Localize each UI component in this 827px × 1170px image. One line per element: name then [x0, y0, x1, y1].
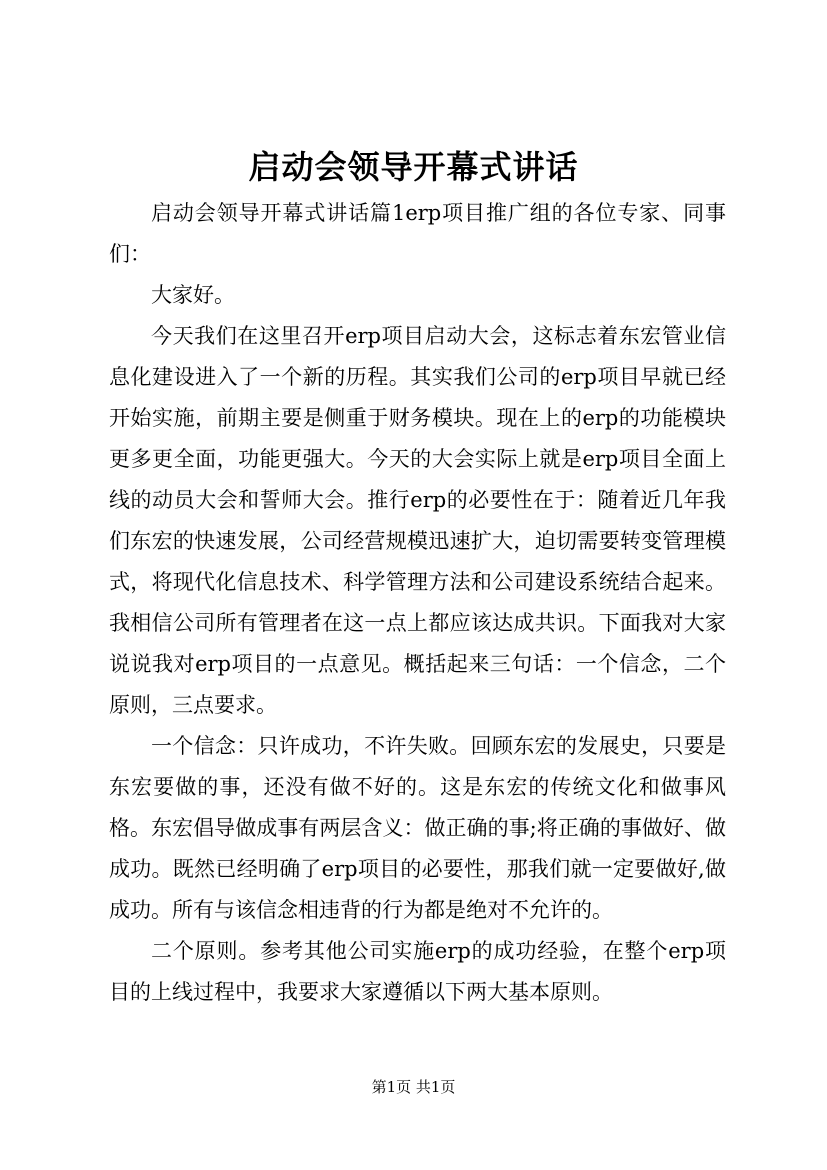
page-number-footer: 第1页 共1页 — [371, 1078, 456, 1096]
paragraph-opening: 启动会领导开幕式讲话篇1erp项目推广组的各位专家、同事们： — [109, 201, 726, 266]
paragraph-two-principles: 二个原则。参考其他公司实施erp的成功经验，在整个erp项目的上线过程中，我要求大家遵循以下两大基本原则。 — [109, 939, 726, 1004]
paragraph-erp-launch: 今天我们在这里召开erp项目启动大会，这标志着东宏管业信息化建设进入了一个新的历程。其实我们公司的erp项目早就已经开始实施，前期主要是侧重于财务模块。现在上的erp的功能模块更多更全面，功能更强大。今天的大会实际上就是erp项目全面上线的动员大会和誓师大会。推行erp的必要性在于：随着近几年我们东宏的快速发展，公司经营规模迅速扩大，迫切需要转变管理模式，将现代化信息技术、科学管理方法和公司建设系统结合起来。我相信公司所有管理者在这一点上都应该达成共识。下面我对大家说说我对erp项目的一点意见。概括起来三句话：一个信念，二个原则，三点要求。 — [109, 324, 726, 717]
paragraph-greeting: 大家好。 — [151, 283, 235, 307]
paragraph-one-belief: 一个信念：只许成功，不许失败。回顾东宏的发展史，只要是东宏要做的事，还没有做不好的。这是东宏的传统文化和做事风格。东宏倡导做成事有两层含义：做正确的事;将正确的事做好、做成功。既然已经明确了erp项目的必要性，那我们就一定要做好,做成功。所有与该信念相违背的行为都是绝对不允许的。 — [109, 734, 726, 922]
document-title: 启动会领导开幕式讲话 — [248, 148, 579, 186]
document-body — [109, 193, 726, 1013]
